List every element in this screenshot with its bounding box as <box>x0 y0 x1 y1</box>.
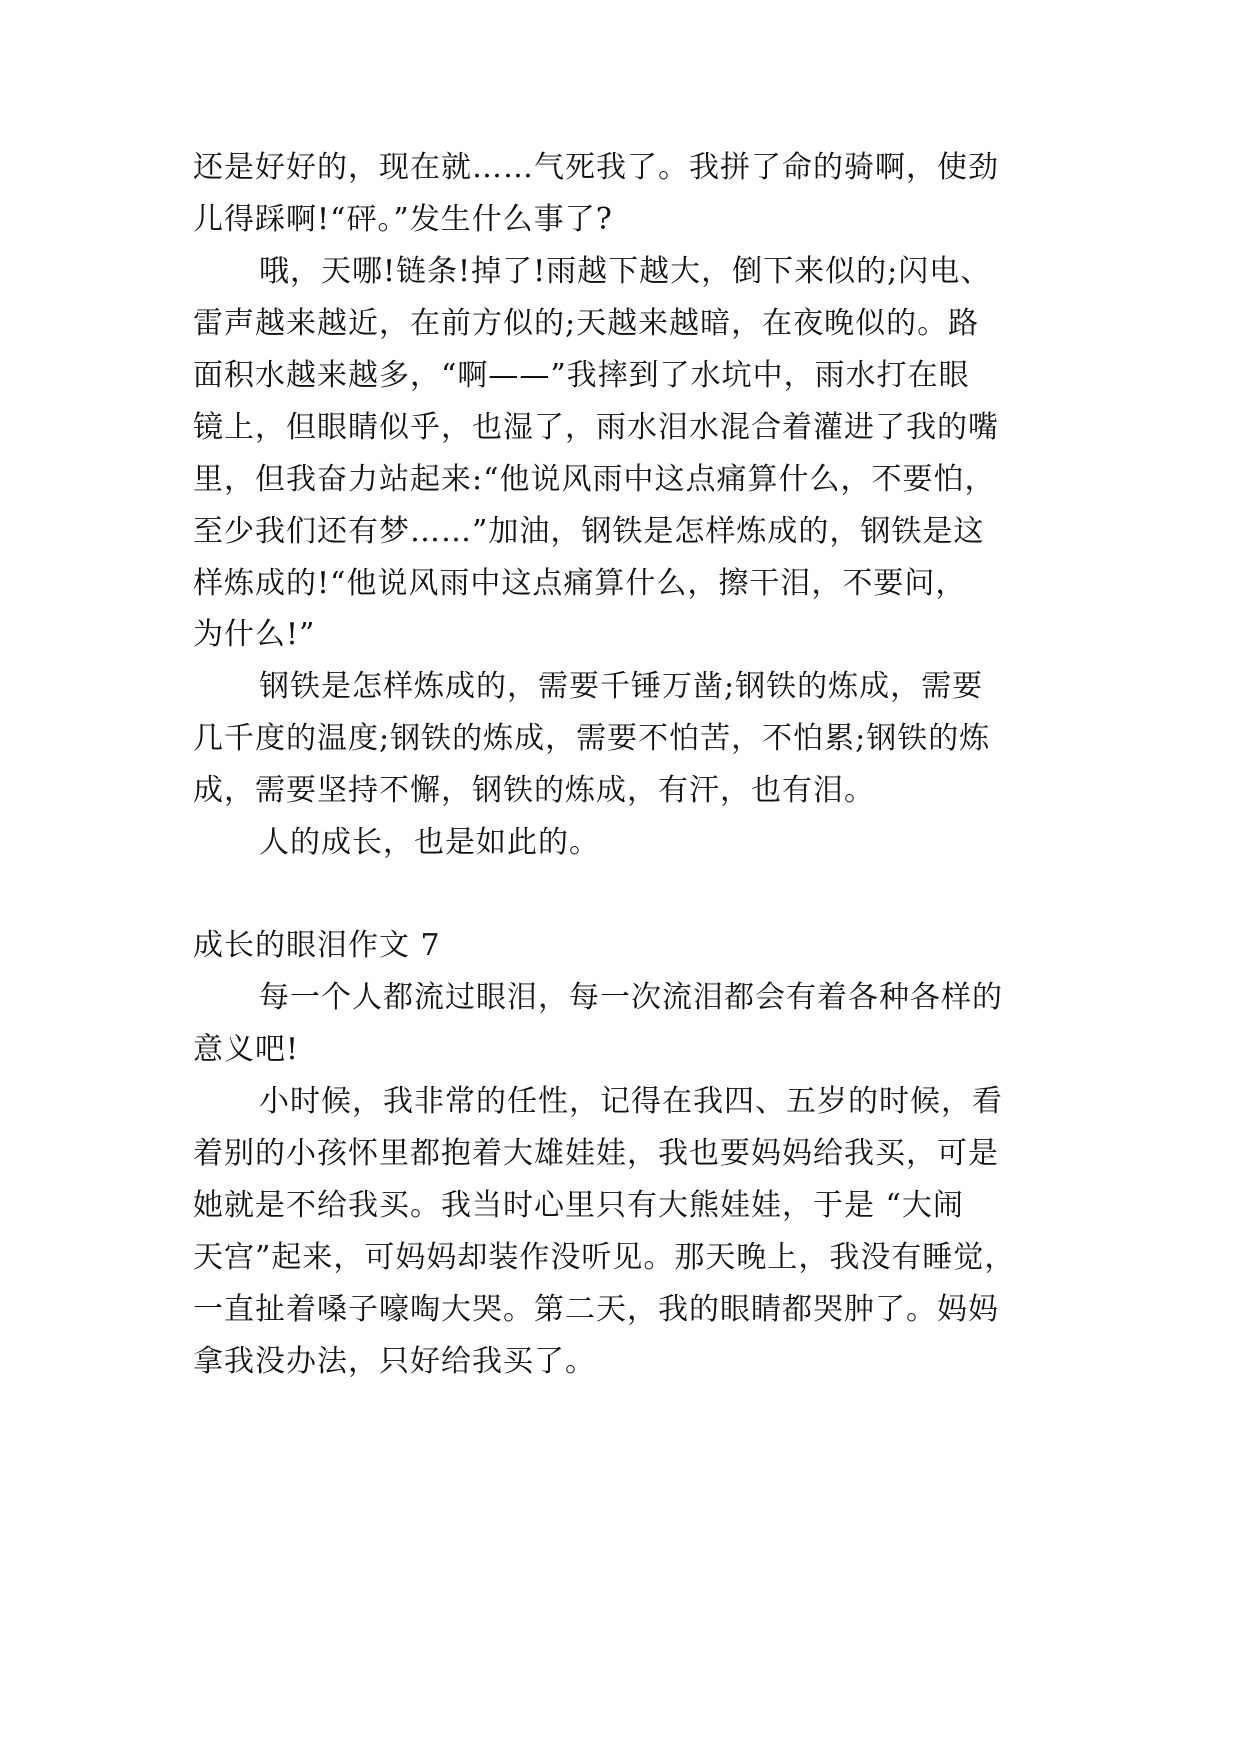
text-line: 意义吧! <box>193 1032 300 1067</box>
text-line: 成，需要坚持不懈，钢铁的炼成，有汗，也有泪。 <box>193 773 875 808</box>
text-line: 一直扯着嗓子嚎啕大哭。第二天，我的眼睛都哭肿了。妈妈 <box>193 1292 999 1327</box>
section-heading: 成长的眼泪作文 7 <box>193 928 441 963</box>
text-line: 雷声越来越近，在前方似的;天越来越暗，在夜晚似的。路 <box>193 306 980 341</box>
text-line: 样炼成的!“他说风雨中这点痛算什么，擦干泪，不要问， <box>193 566 967 601</box>
text-line: 天宫”起来，可妈妈却装作没听见。那天晚上，我没有睡觉， <box>193 1240 1016 1275</box>
text-line: 面积水越来越多，“啊——”我摔到了水坑中，雨水打在眼 <box>193 358 970 393</box>
paragraph-start-line: 每一个人都流过眼泪，每一次流泪都会有着各种各样的 <box>259 980 1003 1015</box>
text-line: 还是好好的，现在就……气死我了。我拼了命的骑啊，使劲 <box>193 150 999 185</box>
paragraph-start-line: 钢铁是怎样炼成的，需要千锤万凿;钢铁的炼成，需要 <box>259 669 984 704</box>
text-line: 拿我没办法，只好给我买了。 <box>193 1344 596 1379</box>
text-line: 她就是不给我买。我当时心里只有大熊娃娃，于是 “大闹 <box>193 1188 964 1223</box>
text-line: 镜上，但眼睛似乎，也湿了，雨水泪水混合着灌进了我的嘴 <box>193 410 999 445</box>
text-line: 着别的小孩怀里都抱着大雄娃娃，我也要妈妈给我买，可是 <box>193 1136 999 1171</box>
text-line: 儿得踩啊!“砰。”发生什么事了? <box>193 202 613 237</box>
text-line: 里，但我奋力站起来:“他说风雨中这点痛算什么，不要怕， <box>193 462 996 497</box>
text-line: 几千度的温度;钢铁的炼成，需要不怕苦，不怕累;钢铁的炼 <box>193 721 991 756</box>
paragraph-start-line: 人的成长，也是如此的。 <box>259 825 600 860</box>
text-line: 至少我们还有梦……”加油，钢铁是怎样炼成的，钢铁是这 <box>193 514 985 549</box>
paragraph-start-line: 小时候，我非常的任性，记得在我四、五岁的时候，看 <box>259 1084 1003 1119</box>
paragraph-start-line: 哦，天哪!链条!掉了!雨越下越大，倒下来似的;闪电、 <box>259 254 992 289</box>
text-line: 为什么!” <box>193 617 316 652</box>
